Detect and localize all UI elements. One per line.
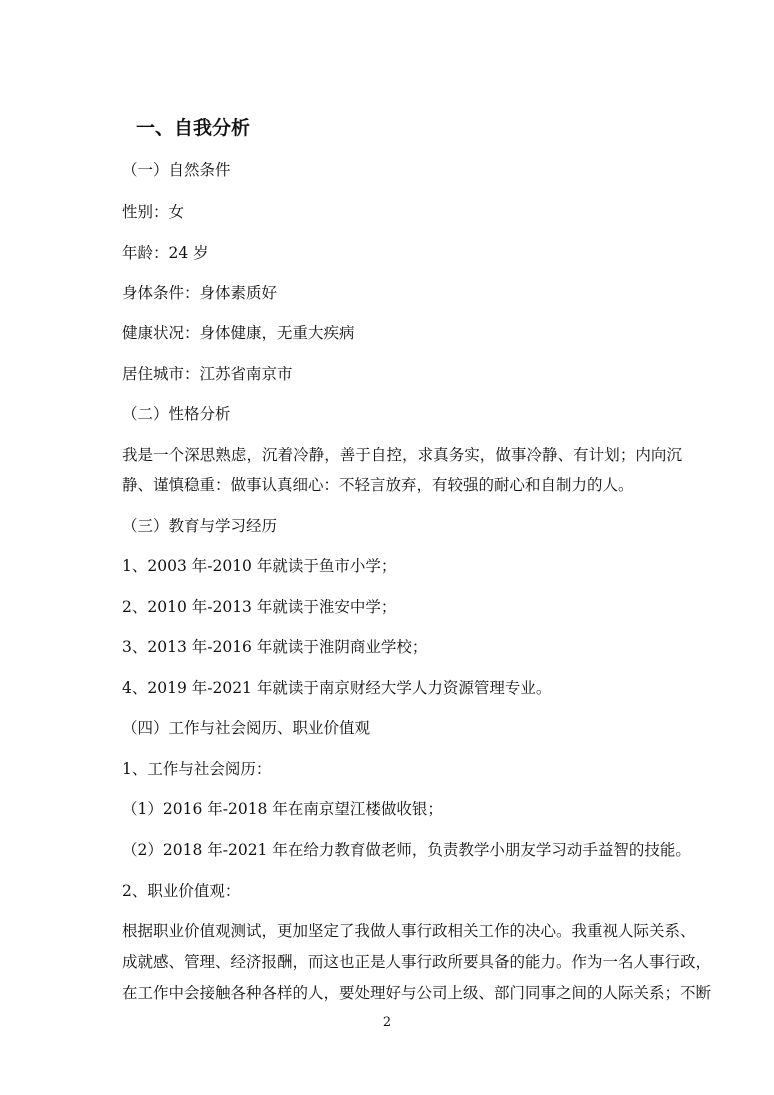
values-text-2: 成就感、管理、经济报酬，而这也正是人事行政所要具备的能力。作为一名人事行政， bbox=[122, 953, 712, 971]
values-text-1: 根据职业价值观测试，更加坚定了我做人事行政相关工作的决心。我重视人际关系、 bbox=[122, 922, 696, 940]
personality-paragraph-line-1 bbox=[122, 445, 682, 465]
education-item: 3、2013 年-2016 年就读于淮阴商业学校； bbox=[122, 638, 428, 656]
education-item: 2、2010 年-2013 年就读于淮安中学； bbox=[122, 598, 397, 616]
age-line: 年龄：24 岁 bbox=[122, 244, 209, 262]
work-subtitle-values: 2、职业价值观： bbox=[122, 882, 241, 900]
page-number: 2 bbox=[382, 1015, 392, 1030]
subsection-title-personality: （二）性格分析 bbox=[122, 405, 231, 423]
values-paragraph-line-3 bbox=[122, 983, 712, 1003]
health-line: 健康状况：身体健康，无重大疾病 bbox=[122, 324, 355, 342]
personality-text-1: 我是一个深思熟虑，沉着冷静，善于自控，求真务实，做事冷静、有计划；内向沉 bbox=[122, 446, 682, 464]
values-paragraph-line-1 bbox=[122, 921, 696, 941]
work-experience-item: （1）2016 年-2018 年在南京望江楼做收银； bbox=[122, 800, 443, 818]
gender-line: 性别：女 bbox=[122, 203, 185, 221]
section-heading: 一、自我分析 bbox=[136, 117, 251, 139]
subsection-title-work: （四）工作与社会阅历、职业价值观 bbox=[122, 719, 371, 737]
education-item: 1、2003 年-2010 年就读于鱼市小学； bbox=[122, 557, 397, 575]
work-subtitle-experience: 1、工作与社会阅历： bbox=[122, 760, 272, 778]
subsection-title-education: （三）教育与学习经历 bbox=[122, 517, 278, 535]
values-paragraph-line-2 bbox=[122, 952, 712, 972]
values-text-3: 在工作中会接触各种各样的人，要处理好与公司上级、部门同事之间的人际关系；不断 bbox=[122, 984, 712, 1002]
body-condition-line: 身体条件：身体素质好 bbox=[122, 284, 278, 302]
education-item: 4、2019 年-2021 年就读于南京财经大学人力资源管理专业。 bbox=[122, 679, 552, 697]
city-line: 居住城市：江苏省南京市 bbox=[122, 365, 293, 383]
work-experience-item: （2）2018 年-2021 年在给力教育做老师，负责教学小朋友学习动手益智的技能。 bbox=[122, 841, 691, 859]
personality-paragraph-line-2: 静、谨慎稳重：做事认真细心：不轻言放弃，有较强的耐心和自制力的人。 bbox=[122, 476, 634, 494]
subsection-title-natural: （一）自然条件 bbox=[122, 161, 231, 179]
